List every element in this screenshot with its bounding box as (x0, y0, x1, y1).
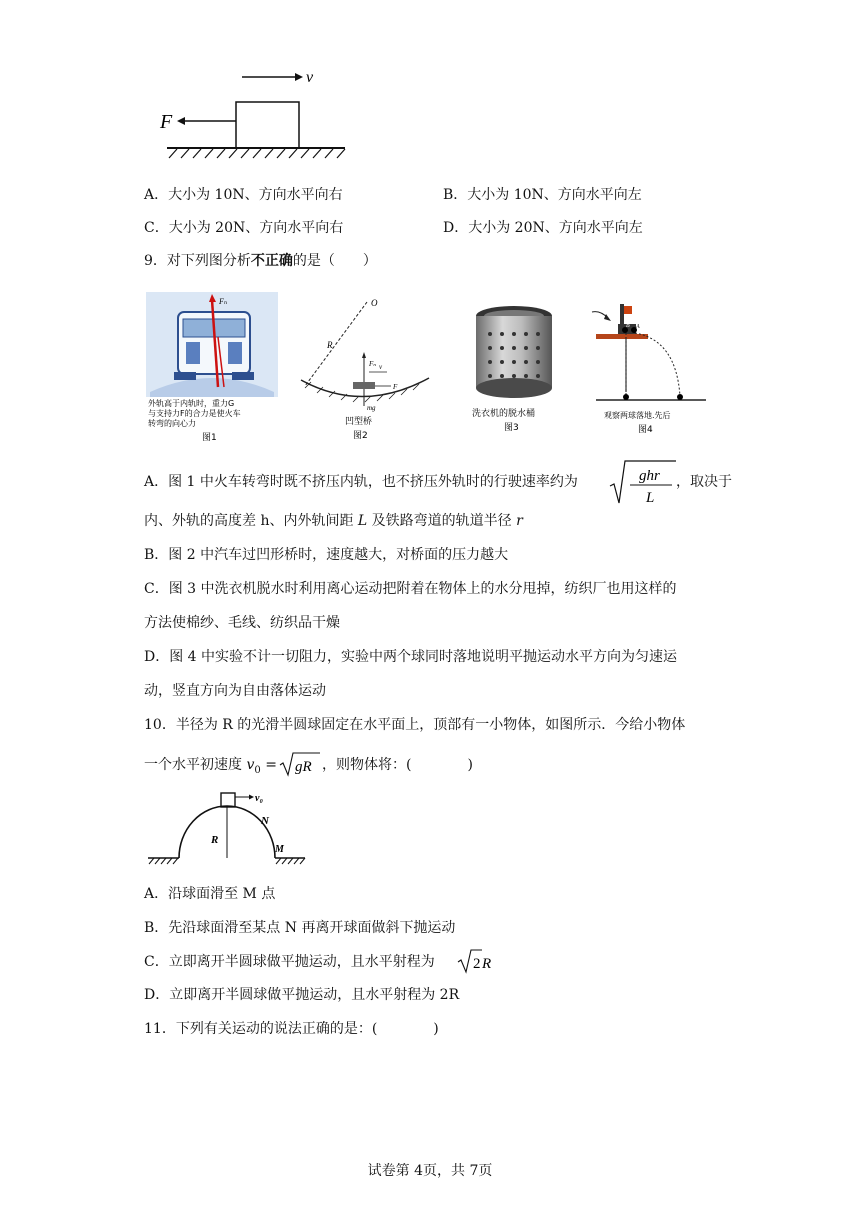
fig4-caption: 图4 (638, 425, 653, 435)
q9-option-a-line2 (144, 514, 523, 528)
q10-sqrt2-text: 2 (473, 956, 481, 972)
q10-v0: v (246, 757, 255, 773)
q10-n-label: N (261, 815, 269, 827)
q10-option-a[interactable]: A．沿球面滑至 M 点 (144, 886, 276, 902)
page-footer: 试卷第 4页，共 7页 (367, 1163, 493, 1179)
q8-option-a[interactable]: A．大小为 10N、方向水平向右 (144, 187, 343, 203)
q10-sqrt-2 (456, 948, 490, 974)
q9-option-d[interactable]: D．图 4 中实验不计一切阻力，实验中两个球同时落地说明平抛运动水平方向为匀速运 (144, 649, 678, 665)
q9-figure-3 (464, 304, 564, 444)
q11-stem: 11．下列有关运动的说法正确的是：( ) (144, 1021, 439, 1037)
fig1-fn-label: Fₙ (219, 297, 228, 306)
q10-stem-line2 (144, 758, 277, 776)
force-arrow-icon (177, 117, 185, 125)
fig4-name: 观察两球落地.先后 (604, 411, 671, 420)
fig1-caption: 图1 (202, 433, 217, 443)
q9-option-a-line2-prefix: 内、外轨的高度差 h、内外轨间距 (144, 513, 354, 529)
sqrt-numerator: ghr (639, 468, 660, 484)
q8-option-b[interactable]: B．大小为 10N、方向水平向左 (443, 187, 642, 203)
q9-figure-2 (295, 296, 435, 444)
sqrt-denominator: L (646, 490, 655, 506)
q10-option-c-r: R (482, 956, 492, 972)
q9-option-c-line2: 方法使棉纱、毛线、纺织品干燥 (144, 615, 340, 631)
q9-option-a-suffix: ，取决于 (676, 474, 732, 490)
q9-option-a-line2-r: r (516, 513, 523, 529)
q8-option-c[interactable]: C．大小为 20N、方向水平向右 (144, 220, 344, 236)
q10-v0-label: v₀ (255, 793, 263, 804)
fig2-name: 凹型桥 (345, 417, 373, 427)
q9-stem-suffix: 的是（ ） (292, 253, 377, 269)
car (353, 382, 375, 389)
fig2-o-label: O (371, 298, 378, 308)
q9-stem-emphasis: 不正确 (250, 253, 293, 269)
q9-option-b[interactable]: B．图 2 中汽车过凹形桥时，速度越大，对桥面的压力越大 (144, 547, 509, 563)
q10-option-c[interactable] (144, 955, 435, 969)
q10-option-c-prefix: C．立即离开半圆球做平抛运动，且水平射程为 (144, 954, 435, 970)
q10-stem-line2-prefix: 一个水平初速度 (144, 757, 242, 773)
fig2-r-label: R (327, 340, 333, 350)
fig1-note-line2: 与支持力F的合力是使火车 (148, 409, 241, 418)
q9-figure-4 (588, 300, 713, 444)
fig4-a-label: A (636, 324, 640, 330)
trajectory-curve (635, 333, 680, 396)
q9-option-a-line2-L: L (357, 513, 368, 529)
q9-option-a[interactable] (144, 475, 578, 489)
fig2-v-label: v (379, 363, 383, 371)
fig2-fn-label: Fₙ (369, 360, 377, 368)
velocity-arrow-icon (295, 73, 303, 81)
q9-option-c[interactable]: C．图 3 中洗衣机脱水时利用离心运动把附着在物体上的水分甩掉，纺织厂也用这样的 (144, 581, 677, 597)
q9-figure-1 (146, 292, 278, 444)
small-object (221, 793, 235, 807)
q10-stem-line2-suffix: ，则物体将：( ) (322, 757, 473, 773)
q9-option-a-line2-mid: 及铁路弯道的轨道半径 (371, 513, 512, 529)
fig2-f-label: F (393, 383, 398, 391)
q10-stem-line1: 10．半径为 R 的光滑半圆球固定在水平面上，顶部有一小物体，如图所示．今给小物体 (144, 717, 686, 733)
q9-stem-prefix: 9．对下列图分析 (144, 253, 251, 269)
q10-sqrt-gR (278, 751, 322, 777)
q8-v-label: v (306, 69, 314, 86)
fig1-note-line1: 外轨高于内轨时，重力G (148, 399, 235, 408)
fig2-mg-label: mg (367, 404, 376, 412)
q8-option-d[interactable]: D．大小为 20N、方向水平向左 (443, 220, 643, 236)
q10-figure (145, 788, 310, 870)
fig1-note-line3: 转弯的向心力 (148, 419, 196, 428)
q10-v0-sub: 0 (254, 764, 261, 776)
q10-m-label: M (275, 844, 284, 855)
q9-option-a-prefix: A．图 1 中火车转弯时既不挤压内轨，也不挤压外轨时的行驶速率约为 (144, 474, 578, 490)
platform (596, 334, 648, 339)
q8-f-label: F (160, 111, 173, 133)
q9-sqrt-formula (608, 458, 678, 508)
q10-sqrt-text: gR (295, 759, 312, 775)
q9-option-d-line2: 动，竖直方向为自由落体运动 (144, 683, 326, 699)
q8-figure (155, 62, 355, 172)
fig2-caption: 图2 (353, 431, 368, 441)
q10-option-d[interactable]: D．立即离开半圆球做平抛运动，且水平射程为 2R (144, 987, 460, 1003)
q10-r-label: R (211, 834, 219, 846)
fig4-b-label: B (626, 323, 630, 329)
q9-stem (144, 254, 377, 268)
q10-option-b[interactable]: B．先沿球面滑至某点 N 再离开球面做斜下抛运动 (144, 920, 456, 936)
fig3-name: 洗衣机的脱水桶 (472, 409, 536, 419)
q10-eq: = (265, 757, 277, 773)
fig3-caption: 图3 (504, 423, 519, 433)
block (236, 102, 299, 148)
